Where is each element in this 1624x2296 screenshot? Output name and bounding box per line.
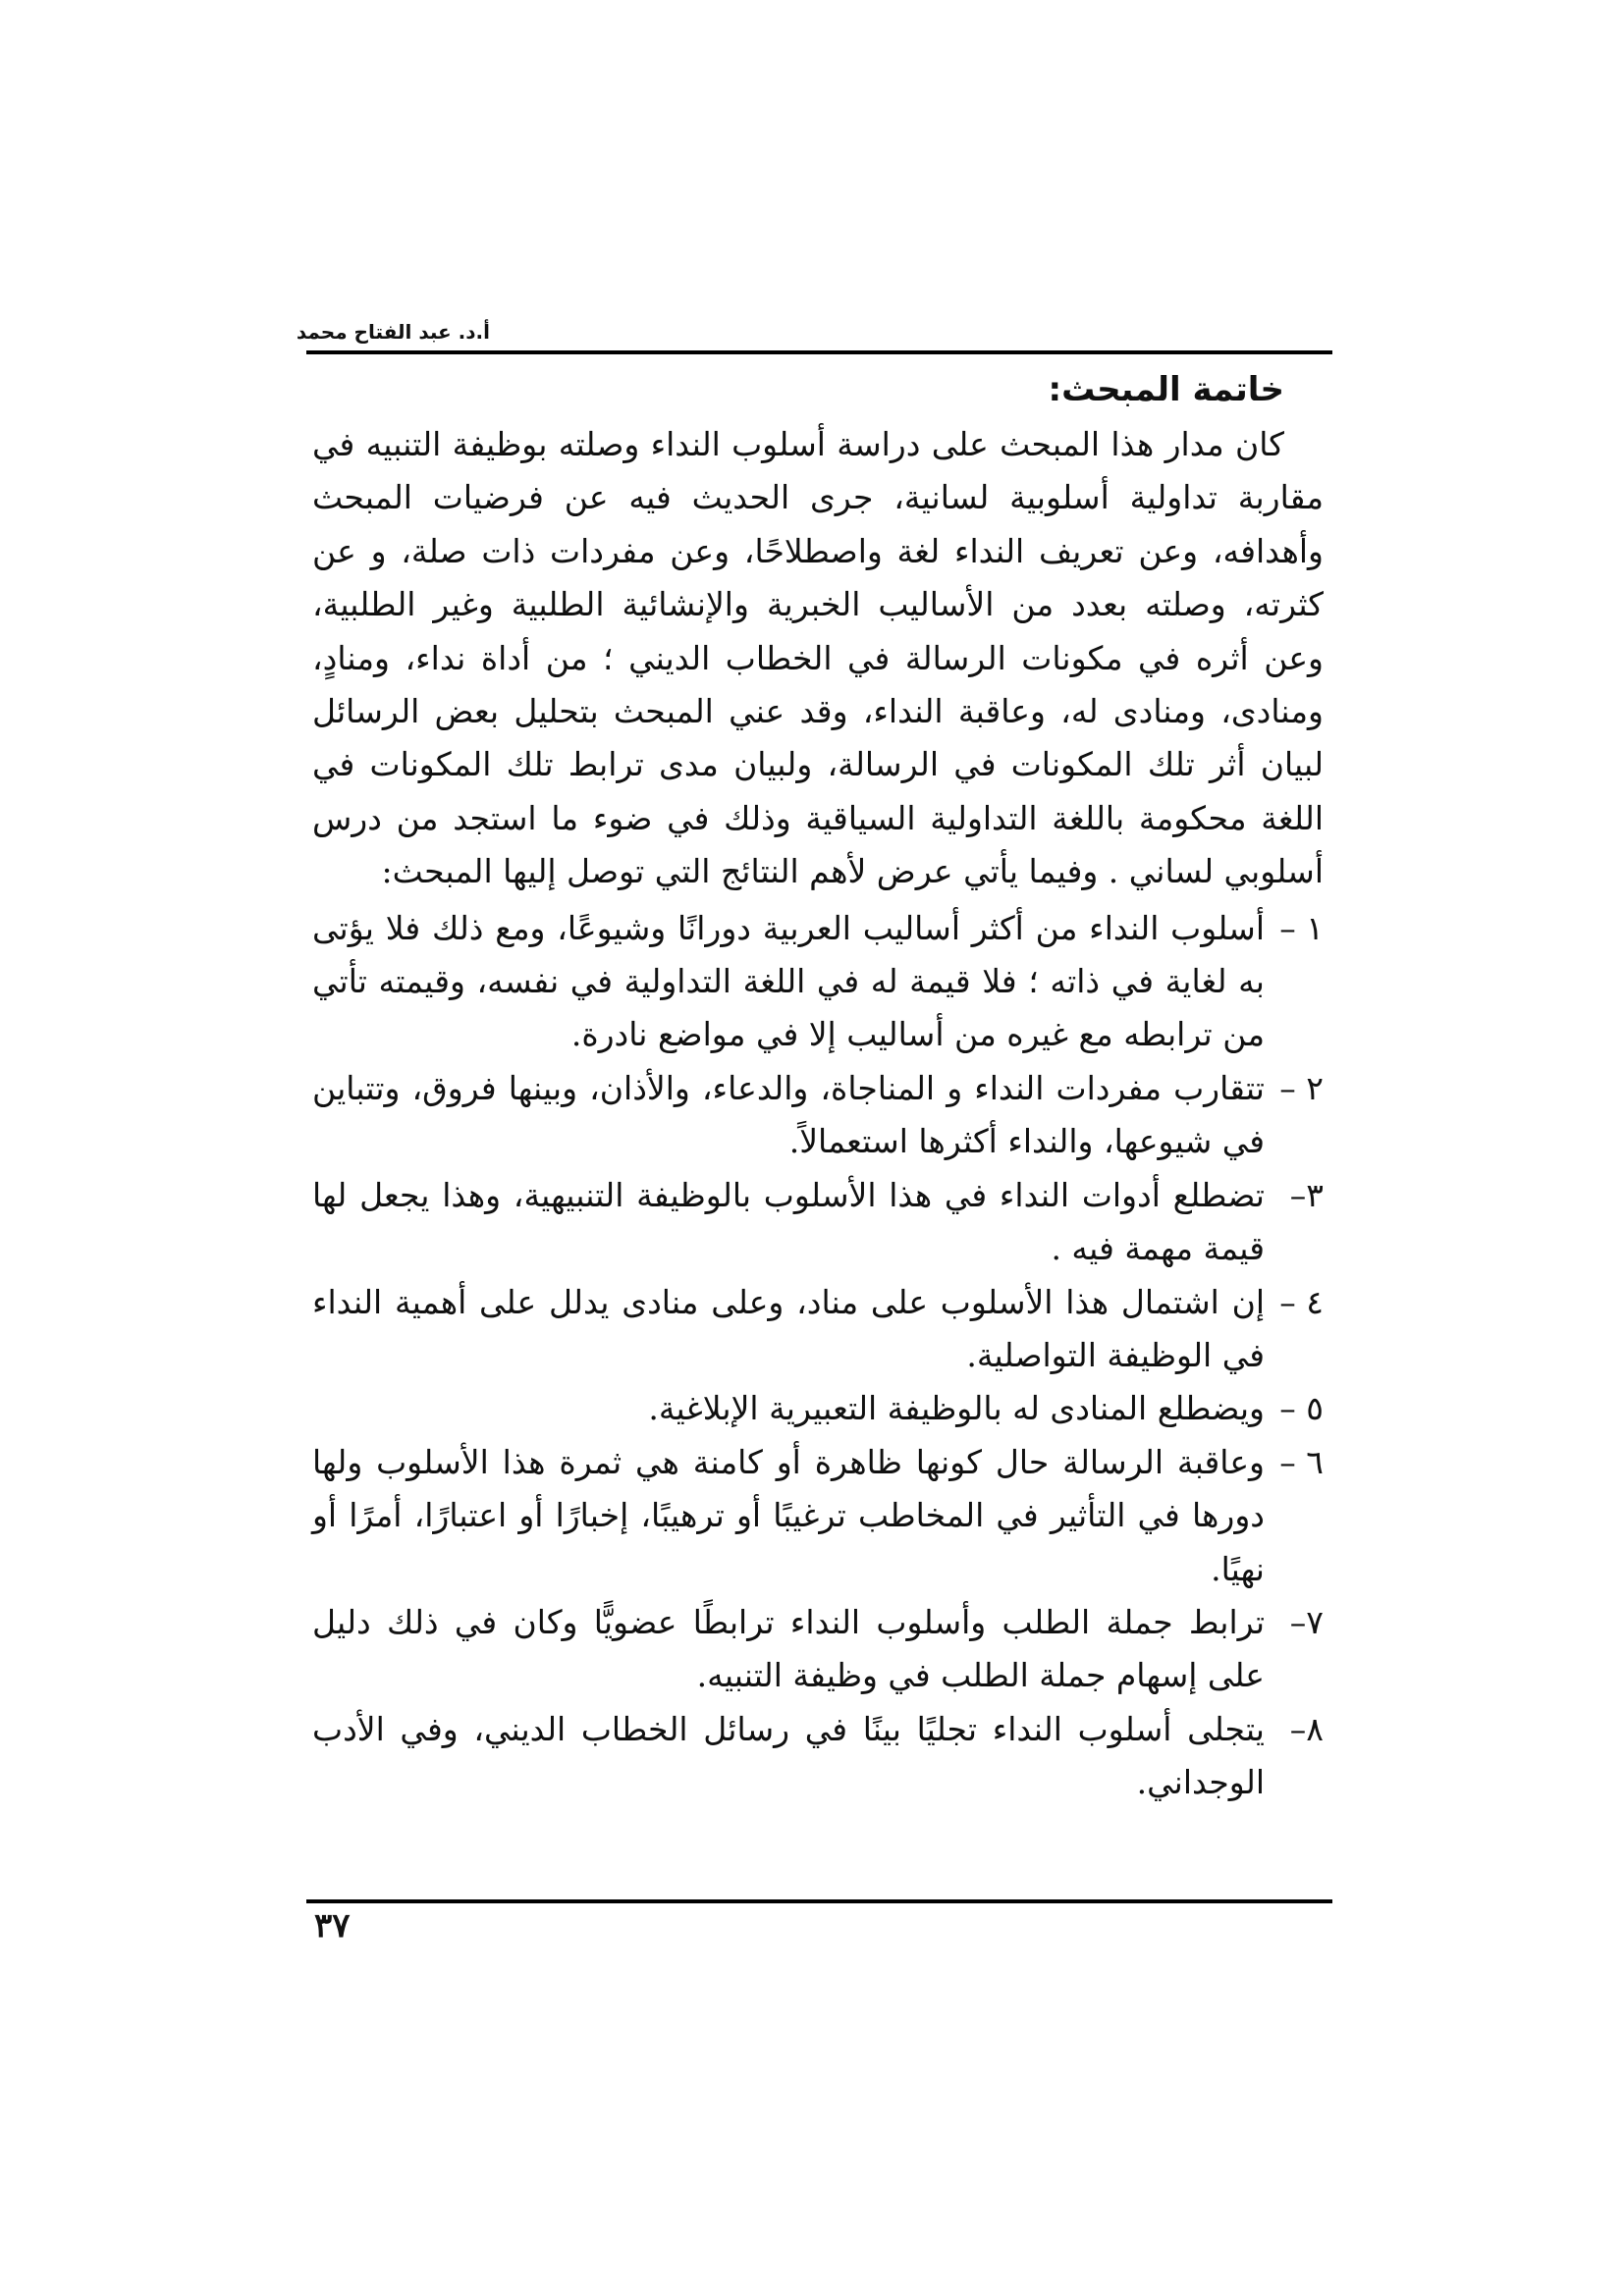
- page-number: ٣٧: [314, 1906, 351, 1946]
- list-item: [312, 1596, 1324, 1703]
- list-item: [312, 1276, 1324, 1383]
- list-item-number: ١ –: [1279, 908, 1324, 947]
- list-item-number: ٤ –: [1279, 1282, 1324, 1321]
- running-header-author: أ.د. عبد الفتاح محمد: [296, 320, 490, 344]
- body-text: [312, 365, 1324, 1810]
- header-rule: [306, 350, 1332, 354]
- list-item-text: تضطلع أدوات النداء في هذا الأسلوب بالوظيفة التنبيهية، وهذا يجعل لها قيمة مهمة فيه .: [312, 1175, 1265, 1268]
- list-item-number: ٢ –: [1279, 1068, 1324, 1107]
- footer-rule: [306, 1899, 1332, 1903]
- list-item-text: إن اشتمال هذا الأسلوب على مناد، وعلى منادى يدلل على أهمية النداء في الوظيفة التواصلية.: [312, 1282, 1265, 1374]
- list-item-number: ٦ –: [1279, 1442, 1324, 1481]
- list-item-text: ويضطلع المنادى له بالوظيفة التعبيرية الإبلاغية.: [648, 1389, 1265, 1428]
- list-item: [312, 902, 1324, 1062]
- list-item-number: ٣–: [1289, 1175, 1324, 1214]
- list-item-text: أسلوب النداء من أكثر أساليب العربية دورانًا وشيوعًا، ومع ذلك فلا يؤتى به لغاية في ذاته ؛ فلا قيمة له في اللغة التداولية في نفسه، وقيمته تأتي من ترابطه مع غيره من أساليب إلا في مواضع نادرة.: [312, 908, 1265, 1054]
- list-item-number: ٥ –: [1279, 1389, 1324, 1428]
- section-title: خاتمة المبحث:: [1048, 370, 1284, 409]
- list-item-text: يتجلى أسلوب النداء تجليًا بينًا في رسائل الخطاب الديني، وفي الأدب الوجداني.: [312, 1709, 1265, 1802]
- list-item: [312, 1703, 1324, 1810]
- list-item-number: ٨–: [1289, 1709, 1324, 1748]
- list-item: [312, 1382, 1324, 1435]
- list-item-text: ترابط جملة الطلب وأسلوب النداء ترابطًا عضويًّا وكان في ذلك دليل على إسهام جملة الطلب في وظيفة التنبيه.: [312, 1602, 1265, 1695]
- list-item: [312, 1062, 1324, 1169]
- list-item: [312, 1169, 1324, 1276]
- list-item-text: وعاقبة الرسالة حال كونها ظاهرة أو كامنة هي ثمرة هذا الأسلوب ولها دورها في التأثير في المخاطب ترغيبًا أو ترهيبًا، إخبارًا أو اعتبارًا، أمرًا أو نهيًا.: [312, 1442, 1265, 1588]
- list-item: [312, 1436, 1324, 1596]
- list-item-number: ٧–: [1289, 1602, 1324, 1641]
- list-item-text: تتقارب مفردات النداء و المناجاة، والدعاء، والأذان، وبينها فروق، وتتباين في شيوعها، والنداء أكثرها استعمالاً.: [312, 1068, 1265, 1161]
- intro-paragraph: كان مدار هذا المبحث على دراسة أسلوب النداء وصلته بوظيفة التنبيه في مقاربة تداولية أسلوبية لسانية، جرى الحديث فيه عن فرضيات المبحث وأهدافه، وعن تعريف النداء لغة واصطلاحًا، وعن مفردات ذات صلة، و عن كثرته، وصلته بعدد من الأساليب الخبرية والإنشائية الطلبية وغير الطلبية، وعن أثره في مكونات الرسالة في الخطاب الديني ؛ من أداة نداء، ومنادٍ، ومنادى، ومنادى له، وعاقبة النداء، وقد عني المبحث بتحليل بعض الرسائل لبيان أثر تلك المكونات في الرسالة، ولبيان مدى ترابط تلك المكونات في اللغة محكومة باللغة التداولية السياقية وذلك في ضوء ما استجد من درس أسلوبي لساني . وفيما يأتي عرض لأهم النتائج التي توصل إليها المبحث:: [312, 425, 1324, 891]
- results-list: [312, 902, 1324, 1810]
